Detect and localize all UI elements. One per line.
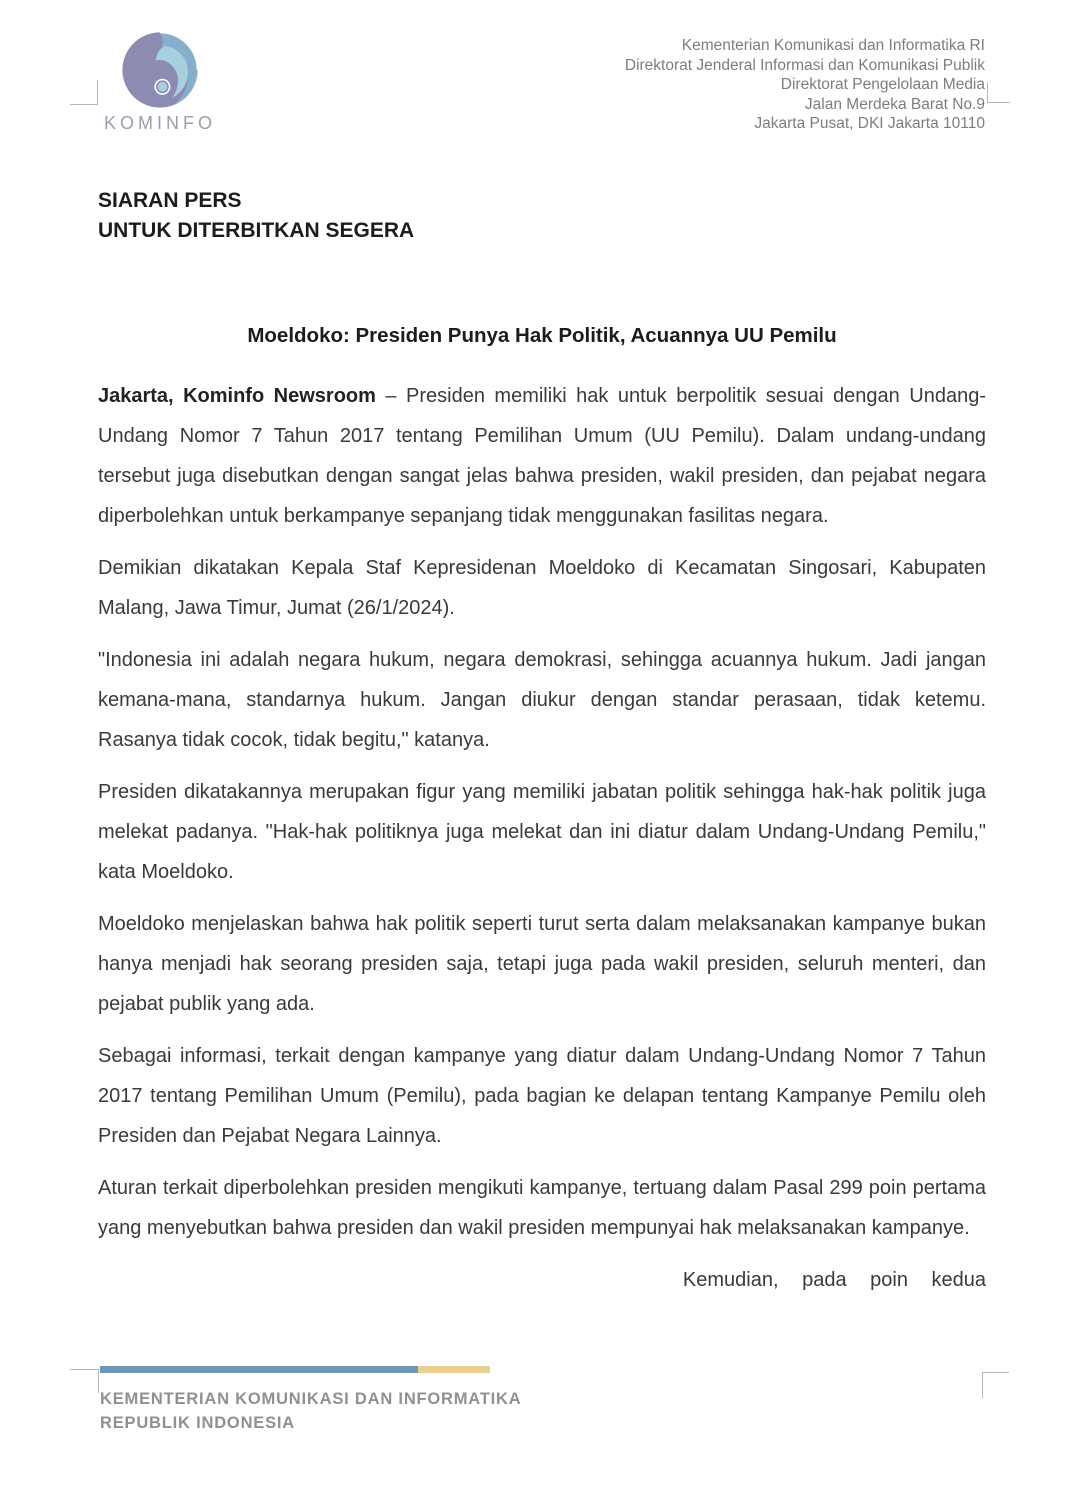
footer-text-block xyxy=(100,1387,522,1435)
kominfo-wave-logo-icon xyxy=(120,30,200,110)
frame-corner-bottom-left-mark xyxy=(70,1369,99,1393)
org-line-ministry: Kementerian Komunikasi dan Informatika RI xyxy=(681,37,985,54)
release-label-line2: UNTUK DITERBITKAN SEGERA xyxy=(98,219,415,242)
footer-brand-bar xyxy=(100,1366,490,1373)
article-lead-text: – Presiden memiliki hak untuk berpolitik sesuai dengan Undang-Undang Nomor 7 Tahun 2017 tentang Pemilihan Umum (UU Pemilu). Dalam undang-undang tersebut juga disebutkan dengan sangat jelas bahwa presiden, wakil presiden, dan pejabat negara diperbolehkan untuk berkampanye sepanjang tidak menggunakan fasilitas negara. xyxy=(98,385,986,527)
article-body xyxy=(98,376,986,1300)
article-paragraph: Presiden dikatakannya merupakan figur yang memiliki jabatan politik sehingga hak-hak politik juga melekat padanya. "Hak-hak politiknya juga melekat dan ini diatur dalam Undang-Undang Pemilu," kata Moeldoko. xyxy=(98,781,986,883)
article-paragraph-lead xyxy=(98,376,986,536)
footer-bar-blue-segment xyxy=(100,1366,418,1373)
press-release-headline: Moeldoko: Presiden Punya Hak Politik, Acuannya UU Pemilu xyxy=(247,324,837,347)
org-line-street: Jalan Merdeka Barat No.9 xyxy=(804,95,985,113)
kominfo-logo-label: KOMINFO xyxy=(104,113,216,133)
org-line-directorate-general: Direktorat Jenderal Informasi dan Komunikasi Publik xyxy=(624,56,985,74)
release-label-line1: SIARAN PERS xyxy=(98,189,242,212)
footer-bar-yellow-segment xyxy=(418,1366,490,1373)
release-label-block xyxy=(98,186,414,246)
org-line-city: Jakarta Pusat, DKI Jakarta 10110 xyxy=(754,115,985,132)
article-paragraph: "Indonesia ini adalah negara hukum, negara demokrasi, sehingga acuannya hukum. Jadi jangan kemana-mana, standarnya hukum. Jangan diukur dengan standar perasaan, tidak ketemu. Rasanya tidak cocok, tidak begitu," katanya. xyxy=(98,649,986,751)
frame-corner-top-left-mark xyxy=(70,80,98,105)
article-paragraph: Moeldoko menjelaskan bahwa hak politik seperti turut serta dalam melaksanakan kampanye bukan hanya menjadi hak seorang presiden saja, tetapi juga pada wakil presiden, seluruh menteri, dan pejabat publik yang ada. xyxy=(98,913,986,1015)
letterhead-org-block xyxy=(625,36,985,134)
footer-line-ministry: KEMENTERIAN KOMUNIKASI DAN INFORMATIKA xyxy=(100,1390,522,1408)
article-paragraph: Sebagai informasi, terkait dengan kampanye yang diatur dalam Undang-Undang Nomor 7 Tahun 2017 tentang Pemilihan Umum (Pemilu), pada bagian ke delapan tentang Kampanye Pemilu oleh Presiden dan Pejabat Negara Lainnya. xyxy=(98,1045,986,1147)
footer-line-republic: REPUBLIK INDONESIA xyxy=(100,1414,295,1432)
article-paragraph: Demikian dikatakan Kepala Staf Kepresidenan Moeldoko di Kecamatan Singosari, Kabupaten Malang, Jawa Timur, Jumat (26/1/2024). xyxy=(98,557,986,619)
article-dateline: Jakarta, Kominfo Newsroom xyxy=(98,385,376,407)
article-partial-line: Kemudian, pada poin kedua xyxy=(682,1269,986,1291)
org-line-directorate: Direktorat Pengelolaan Media xyxy=(780,76,985,93)
frame-corner-bottom-right-mark xyxy=(982,1372,1009,1398)
kominfo-logo-block xyxy=(100,26,220,134)
article-paragraph: Aturan terkait diperbolehkan presiden mengikuti kampanye, tertuang dalam Pasal 299 poin pertama yang menyebutkan bahwa presiden dan wakil presiden mempunyai hak melaksanakan kampanye. xyxy=(98,1177,986,1239)
frame-corner-top-right-mark xyxy=(987,82,1010,103)
